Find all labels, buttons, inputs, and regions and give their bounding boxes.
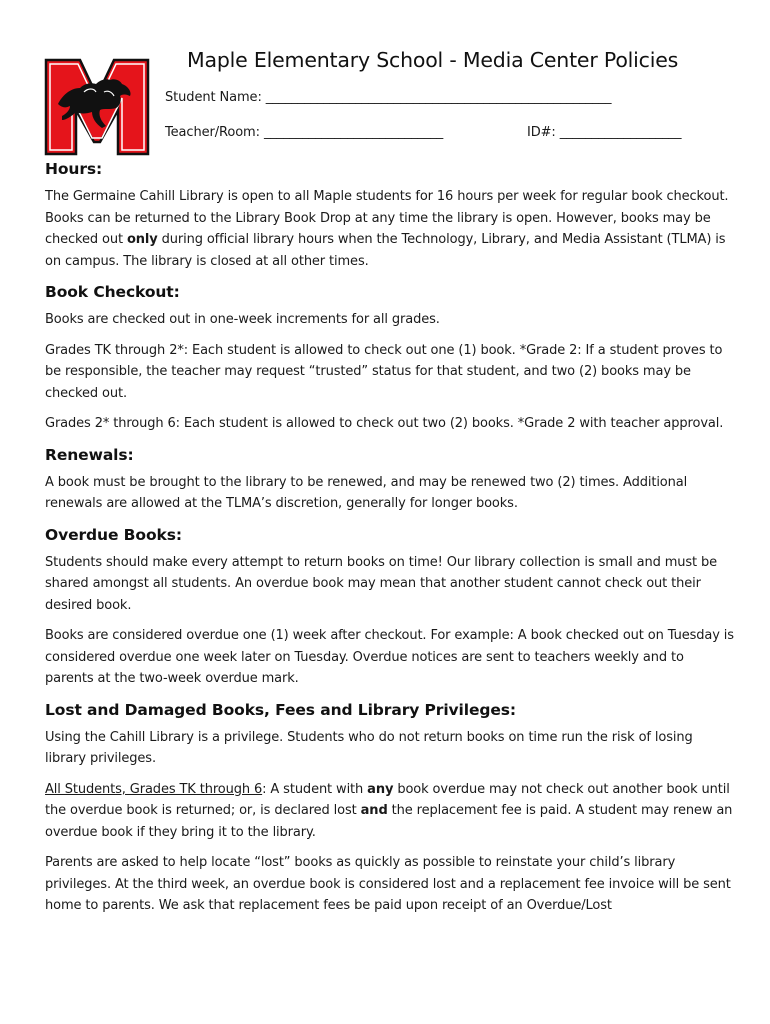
mustang-horse-logo-icon [44, 58, 150, 156]
policy-content [45, 160, 735, 928]
teacher-room-field: Teacher/Room: ____________________________ [165, 125, 444, 140]
hours-text-a: The Germaine Cahill Library is open to all Maple students for 16 hours per week for regular book checkout. Books can be returned to the Library Book Drop at any time the library is open. However, books may be checked out [45, 189, 729, 247]
hours-section [45, 160, 735, 272]
lost-text-c: book overdue may not check out another book until the overdue book is returned; or, is declared lost [45, 781, 730, 818]
overdue-paragraph-2: Books are considered overdue one (1) week after checkout. For example: A book checked out on Tuesday is considered overdue one week later on Tuesday. Overdue notices are sent to teachers weekly and to parents at the two-week overdue mark. [45, 628, 734, 686]
checkout-paragraph-3: Grades 2* through 6: Each student is allowed to check out two (2) books. *Grade 2 with teacher approval. [45, 416, 724, 431]
student-name-field: Student Name: ______________________________________________________ [165, 90, 612, 105]
lost-section [45, 701, 735, 917]
lost-text-bold-and: and [360, 803, 388, 818]
hours-heading: Hours: [45, 160, 103, 178]
renewals-paragraph: A book must be brought to the library to be renewed, and may be renewed two (2) times. Additional renewals are allowed at the TLMA’s discretion, generally for longer books. [45, 474, 688, 511]
lost-paragraph-2 [45, 779, 735, 844]
lost-paragraph-3: Parents are asked to help locate “lost” books as quickly as possible to reinstate your child’s library privileges. At the third week, an overdue book is considered lost and a replacement fee invoice will be sent home to parents. We ask that replacement fees be paid upon receipt of an Overdue/Lost [45, 855, 731, 913]
checkout-paragraph-1: Books are checked out in one-week increments for all grades. [45, 312, 440, 327]
school-logo [44, 58, 150, 156]
checkout-heading: Book Checkout: [45, 283, 180, 301]
page-title: Maple Elementary School - Media Center Policies [187, 48, 679, 72]
renewals-heading: Renewals: [45, 445, 134, 464]
id-field: ID#: ___________________ [527, 125, 682, 140]
hours-paragraph [45, 186, 735, 272]
all-students-underline: All Students, Grades TK through 6 [45, 781, 263, 797]
lost-paragraph-1: Using the Cahill Library is a privilege. Students who do not return books on time run the risk of losing library privileges. [45, 729, 693, 766]
overdue-paragraph-1: Students should make every attempt to return books on time! Our library collection is small and must be shared amongst all students. An overdue book may mean that another student cannot check out their desired book. [45, 554, 718, 613]
overdue-section [45, 526, 735, 690]
lost-text-bold-any: any [367, 781, 394, 797]
lost-text-a: : A student with [262, 781, 368, 797]
checkout-paragraph-2: Grades TK through 2*: Each student is allowed to check out one (1) book. *Grade 2: If a student proves to be responsible, the teacher may request “trusted” status for that student, and two (2) books may be checked out. [45, 342, 723, 401]
checkout-section [45, 283, 735, 435]
hours-text-c: during official library hours when the Technology, Library, and Media Assistant (TLMA) is on campus. The library is closed at all other times. [45, 232, 726, 269]
lost-heading: Lost and Damaged Books, Fees and Library Privileges: [45, 700, 517, 719]
lost-text-e: the replacement fee is paid. A student may renew an overdue book if they bring it to the library. [45, 803, 733, 840]
overdue-heading: Overdue Books: [45, 525, 182, 544]
renewals-section [45, 446, 735, 515]
hours-text-bold: only [126, 232, 158, 247]
